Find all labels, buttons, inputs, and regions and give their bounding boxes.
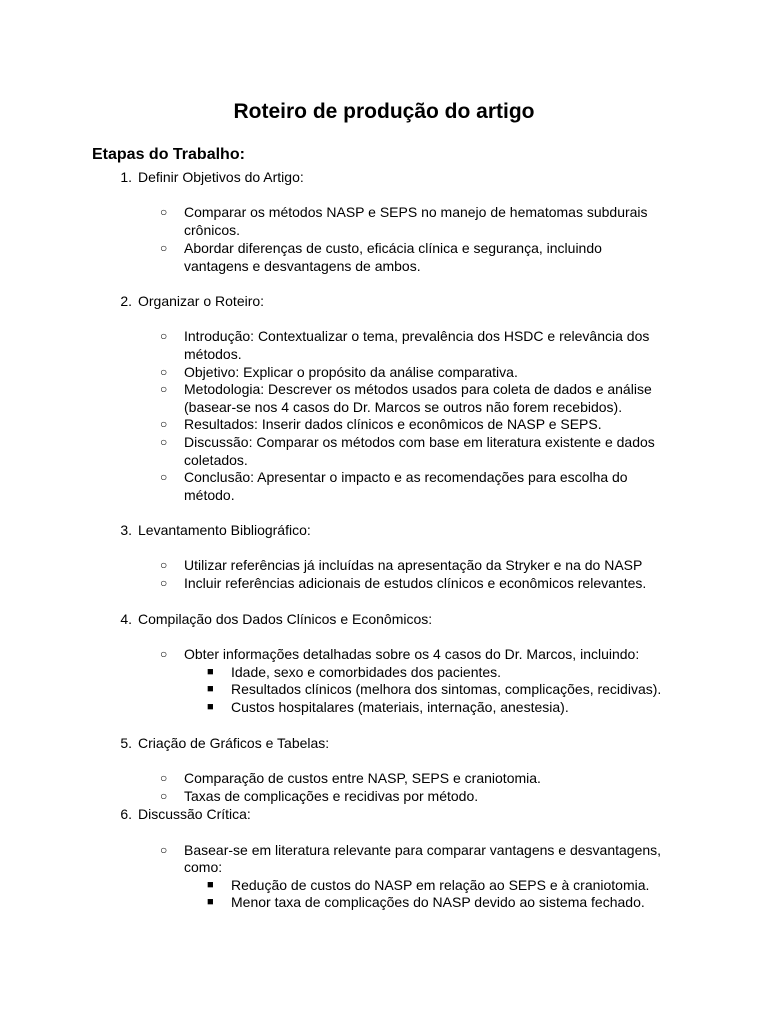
step-label: Definir Objetivos do Artigo: xyxy=(138,169,304,185)
list-item: Objetivo: Explicar o propósito da análise comparativa. xyxy=(184,364,518,380)
document-title: Roteiro de produção do artigo xyxy=(233,100,535,123)
square-bullet-icon: ■ xyxy=(207,683,214,695)
step-label: Discussão Crítica: xyxy=(138,806,251,822)
step-label: Levantamento Bibliográfico: xyxy=(138,522,311,538)
list-item-continuation: crônicos. xyxy=(184,222,241,238)
square-bullet-icon: ■ xyxy=(207,896,214,908)
step-number: 1. xyxy=(120,169,132,185)
list-item: Basear-se em literatura relevante para comparar vantagens e desvantagens, xyxy=(184,842,662,858)
list-item: Comparar os métodos NASP e SEPS no manejo de hematomas subdurais xyxy=(184,204,648,220)
step-number: 4. xyxy=(120,611,132,627)
circle-bullet-icon: ○ xyxy=(160,417,168,431)
list-item-continuation: métodos. xyxy=(184,346,242,362)
circle-bullet-icon: ○ xyxy=(160,365,168,379)
list-item-continuation: método. xyxy=(184,487,235,503)
list-item: Taxas de complicações e recidivas por método. xyxy=(184,788,479,804)
sub-list-item: Idade, sexo e comorbidades dos pacientes. xyxy=(231,664,502,680)
list-item: Conclusão: Apresentar o impacto e as recomendações para escolha do xyxy=(184,469,628,485)
circle-bullet-icon: ○ xyxy=(160,382,168,396)
circle-bullet-icon: ○ xyxy=(160,789,168,803)
sub-list-item: Redução de custos do NASP em relação ao SEPS e à craniotomia. xyxy=(231,877,650,893)
circle-bullet-icon: ○ xyxy=(160,647,168,661)
step-number: 5. xyxy=(120,735,132,751)
square-bullet-icon: ■ xyxy=(207,666,214,678)
list-item: Incluir referências adicionais de estudos clínicos e econômicos relevantes. xyxy=(184,575,647,591)
sub-list-item: Menor taxa de complicações do NASP devido ao sistema fechado. xyxy=(231,894,645,910)
circle-bullet-icon: ○ xyxy=(160,771,168,785)
square-bullet-icon: ■ xyxy=(207,701,214,713)
list-item: Introdução: Contextualizar o tema, prevalência dos HSDC e relevância dos xyxy=(184,328,650,344)
circle-bullet-icon: ○ xyxy=(160,558,168,572)
circle-bullet-icon: ○ xyxy=(160,241,168,255)
circle-bullet-icon: ○ xyxy=(160,843,168,857)
list-item: Comparação de custos entre NASP, SEPS e craniotomia. xyxy=(184,770,541,786)
list-item-continuation: coletados. xyxy=(184,452,248,468)
list-item: Metodologia: Descrever os métodos usados para coleta de dados e análise xyxy=(184,381,652,397)
list-item: Resultados: Inserir dados clínicos e econômicos de NASP e SEPS. xyxy=(184,416,602,432)
list-item: Obter informações detalhadas sobre os 4 casos do Dr. Marcos, incluindo: xyxy=(184,646,640,662)
sub-list-item: Resultados clínicos (melhora dos sintomas, complicações, recidivas). xyxy=(231,681,662,697)
list-item: Abordar diferenças de custo, eficácia clínica e segurança, incluindo xyxy=(184,240,602,256)
step-label: Compilação dos Dados Clínicos e Econômicos: xyxy=(138,611,433,627)
sub-list-item: Custos hospitalares (materiais, internação, anestesia). xyxy=(231,699,569,715)
circle-bullet-icon: ○ xyxy=(160,576,168,590)
step-number: 3. xyxy=(120,522,132,538)
circle-bullet-icon: ○ xyxy=(160,470,168,484)
list-item-continuation: como: xyxy=(184,859,223,875)
step-label: Criação de Gráficos e Tabelas: xyxy=(138,735,330,751)
list-item: Discussão: Comparar os métodos com base em literatura existente e dados xyxy=(184,434,655,450)
list-item-continuation: (basear-se nos 4 casos do Dr. Marcos se outros não forem recebidos). xyxy=(184,399,623,415)
circle-bullet-icon: ○ xyxy=(160,435,168,449)
step-label: Organizar o Roteiro: xyxy=(138,293,265,309)
square-bullet-icon: ■ xyxy=(207,879,214,891)
step-number: 2. xyxy=(120,293,132,309)
section-heading: Etapas do Trabalho: xyxy=(92,146,245,163)
circle-bullet-icon: ○ xyxy=(160,205,168,219)
circle-bullet-icon: ○ xyxy=(160,329,168,343)
step-number: 6. xyxy=(120,806,132,822)
list-item: Utilizar referências já incluídas na apresentação da Stryker e na do NASP xyxy=(184,557,643,573)
list-item-continuation: vantagens e desvantagens de ambos. xyxy=(184,258,421,274)
